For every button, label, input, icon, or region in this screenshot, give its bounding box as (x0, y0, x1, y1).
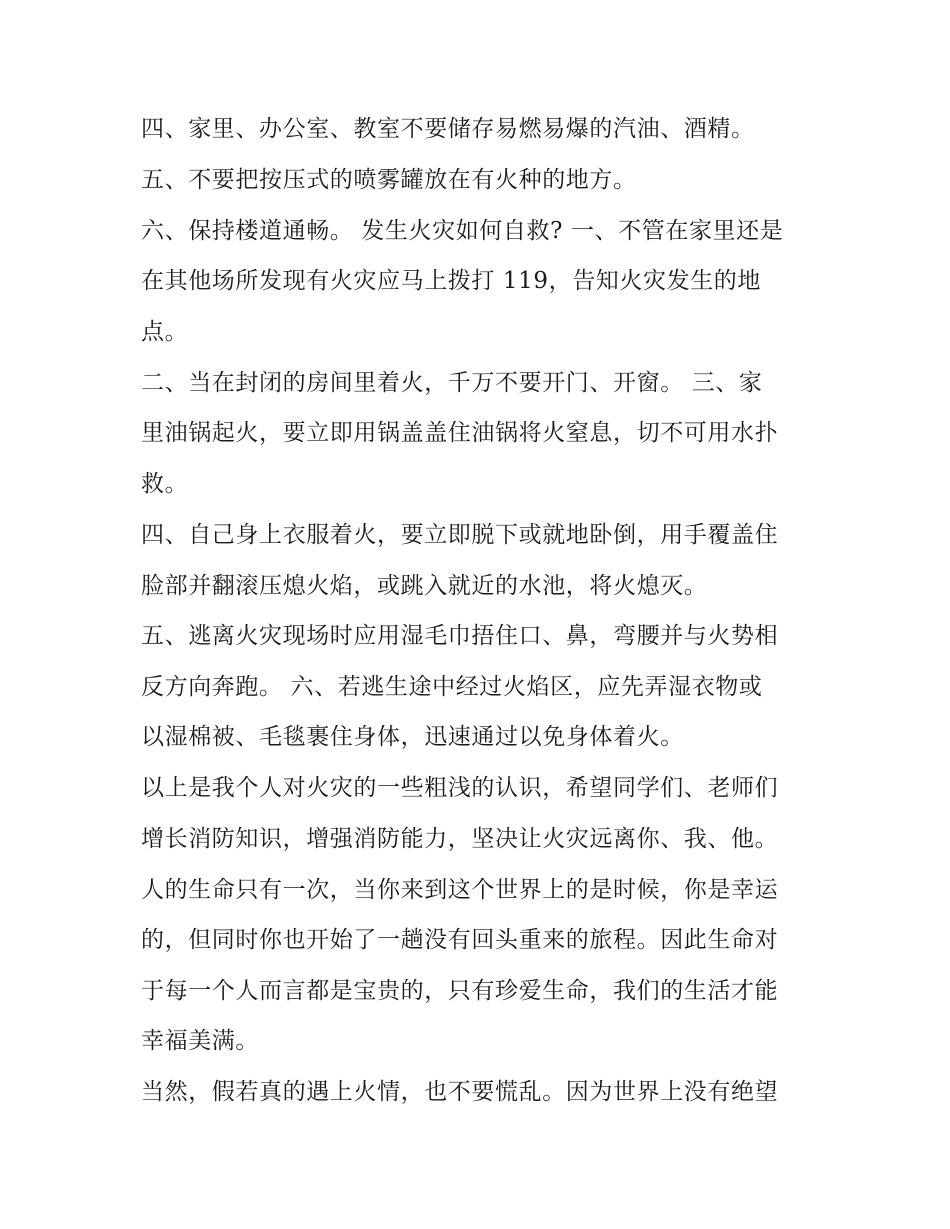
text-line: 的，但同时你也开始了一趟没有回头重来的旅程。因此生命对 (141, 927, 779, 953)
text-line: 四、自己身上衣服着火，要立即脱下或就地卧倒，用手覆盖住 (141, 522, 779, 548)
text-line: 六、保持楼道通畅。 发生火灾如何自救? 一、不管在家里还是 (141, 218, 784, 244)
text-line: 增长消防知识，增强消防能力，坚决让火灾远离你、我、他。 (141, 826, 779, 852)
text-line: 于每一个人而言都是宝贵的，只有珍爱生命，我们的生活才能 (141, 978, 779, 1004)
text-line: 当然，假若真的遇上火情，也不要慌乱。因为世界上没有绝望 (141, 1079, 779, 1105)
text-line: 五、不要把按压式的喷雾罐放在有火种的地方。 (141, 167, 637, 193)
text-line: 四、家里、办公室、教室不要储存易燃易爆的汽油、酒精。 (141, 116, 755, 142)
text-line: 人的生命只有一次，当你来到这个世界上的是时候，你是幸运 (141, 877, 779, 903)
text-line: 五、逃离火灾现场时应用湿毛巾捂住口、鼻，弯腰并与火势相 (141, 623, 779, 649)
text-line: 里油锅起火，要立即用锅盖盖住油锅将火窒息，切不可用水扑 (141, 420, 779, 446)
text-line: 在其他场所发现有火灾应马上拨打 119，告知火灾发生的地 (141, 268, 762, 294)
text-line: 幸福美满。 (141, 1028, 259, 1054)
text-line: 二、当在封闭的房间里着火，千万不要开门、开窗。 三、家 (141, 370, 763, 396)
text-line: 点。 (141, 319, 189, 345)
text-line: 以湿棉被、毛毯裹住身体，迅速通过以免身体着火。 (141, 724, 684, 750)
text-line: 以上是我个人对火灾的一些粗浅的认识，希望同学们、老师们 (141, 775, 779, 801)
text-line: 救。 (141, 471, 189, 497)
text-line: 脸部并翻滚压熄火焰，或跳入就近的水池，将火熄灭。 (141, 573, 708, 599)
text-line: 反方向奔跑。 六、若逃生途中经过火焰区，应先弄湿衣物或 (141, 674, 763, 700)
